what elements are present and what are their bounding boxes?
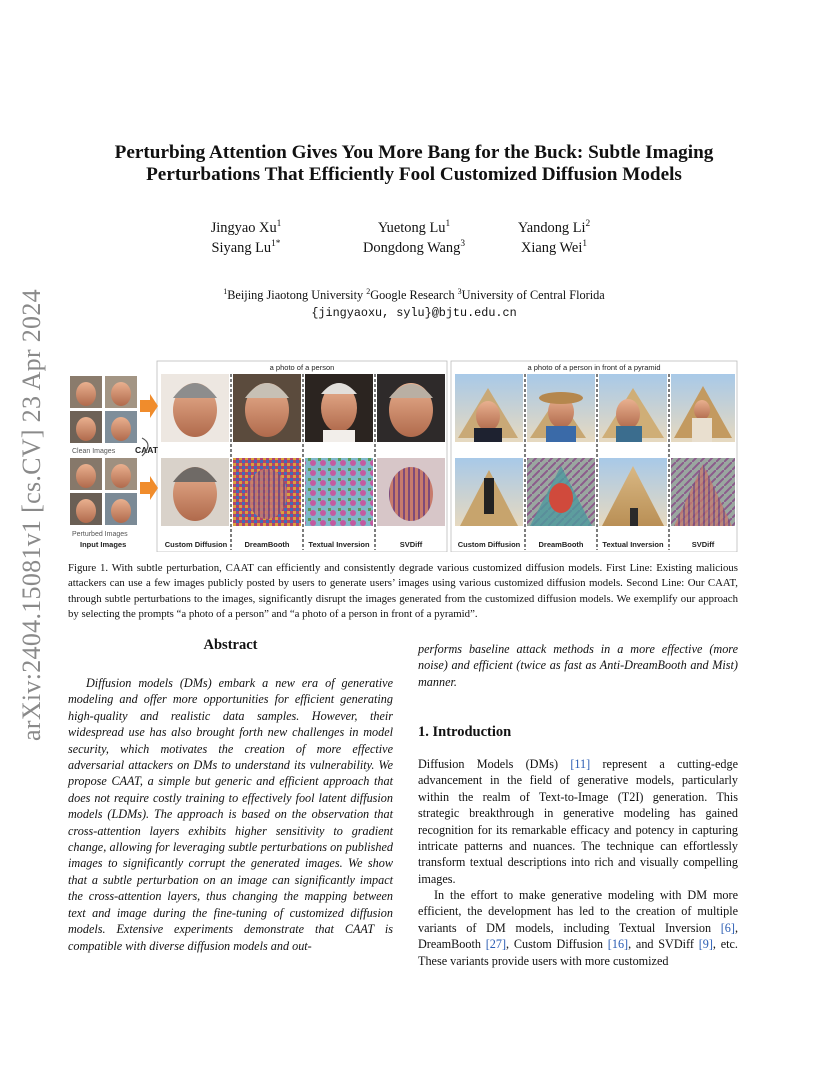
- method-label: Textual Inversion: [308, 540, 370, 549]
- citation-link[interactable]: [11]: [570, 757, 591, 771]
- affiliation-line: $^1$Beijing Jiaotong University $^2$Google Research $^3$University of Central Florida: [223, 286, 605, 302]
- author-6: Xiang Wei$^1$: [521, 239, 587, 256]
- right-bottom-row: [455, 458, 735, 526]
- prompt-left: a photo of a person: [269, 363, 335, 372]
- citation-link[interactable]: [27]: [485, 937, 507, 952]
- title-line-2: Perturbations That Efficiently Fool Customized Diffusion Models: [146, 164, 682, 185]
- author-4: Siyang $Lu^{1*}$: [211, 239, 281, 256]
- right-top-row: [455, 374, 735, 442]
- input-images-label: Input Images: [80, 540, 127, 549]
- author-5: Dongdong Wang$^3$: [363, 239, 465, 256]
- citation-link[interactable]: [6]: [720, 920, 735, 935]
- method-label: Custom Diffusion: [164, 540, 228, 549]
- method-label: SVDiff: [691, 540, 715, 549]
- method-label: DreamBooth: [244, 540, 290, 549]
- author-1: Jingyao Xu$^1$: [210, 219, 282, 236]
- figure-1: [68, 358, 738, 552]
- perturbed-input-images: [70, 458, 137, 525]
- prompt-right: a photo of a person in front of a pyramid: [527, 363, 661, 372]
- method-label: Textual Inversion: [602, 540, 664, 549]
- paper-title: [60, 142, 768, 186]
- intro-paragraph-1: Diffusion Models (DMs) [11] represent a cutting-edge advancement in the field of generative models, particularly within the realm of Text-to-Image (T2I) generation. This strategic breakthrough in generative modeling has gained recognition for its remarkable efficacy and potency in capturing intricate patterns and nuances. The technique can effortlessly transform textual descriptions into rich and visually compelling images.: [418, 757, 738, 886]
- section-heading-introduction: 1. Introduction: [418, 724, 512, 740]
- author-3: Yandong Li$^2$: [517, 219, 591, 236]
- title-line-1: Perturbing Attention Gives You More Bang for the Buck: Subtle Imaging: [114, 142, 714, 163]
- abstract-heading: Abstract: [203, 637, 258, 653]
- clean-images-label: Clean Images: [72, 448, 116, 455]
- citation-link[interactable]: [9]: [698, 937, 713, 952]
- contact-email: {jingyaoxu, sylu}@bjtu.edu.cn: [311, 306, 517, 320]
- abstract-continued: performs baseline attack methods in a more effective (more noise) and efficient (twice as fast as Anti-DreamBooth and Mist) manner.: [418, 642, 738, 689]
- caat-label: CAAT: [135, 445, 158, 455]
- arxiv-stamp: arXiv:2404.15081v1 [cs.CV] 23 Apr 2024: [17, 289, 46, 741]
- figure-1-graphic: [68, 358, 738, 552]
- method-label: SVDiff: [399, 540, 423, 549]
- perturbed-images-label: Perturbed Images: [72, 531, 128, 538]
- abstract-text: Diffusion models (DMs) embark a new era of generative modeling and offer more opportunities for efficient generating high-quality and realistic data samples. However, their widespread use has also brought forth new challenges in model security, which motivates the creation of more effective adversarial attackers on DMs to understand its vulnerability. We propose CAAT, a simple but generic and efficient approach that does not require costly training to effectively fool latent diffusion models (LDMs). The approach is based on the observation that cross-attention layers exhibits higher sensitivity to gradient change, allowing for leveraging subtle perturbations on published images to significantly corrupt the generated images. We show that a subtle perturbation on an image can significantly impact the cross-attention layers, thus changing the mapping between text and image during the fine-tuning of customized diffusion models. Extensive experiments demonstrate that CAAT is compatible with diverse diffusion models and out-: [68, 676, 393, 953]
- method-label: DreamBooth: [538, 540, 584, 549]
- author-2: Yuetong Lu$^1$: [377, 219, 451, 236]
- figure-caption: Figure 1. With subtle perturbation, CAAT can efficiently and consistently degrade various customized diffusion models. First Line: Existing malicious attackers can use a few images publicly posted by users to generate users’ images using various customized diffusion models. Second Line: Our CAAT, through subtle perturbations to the images, significantly disrupt the images generated from the customized diffusion models. We exemplify our approach by selecting the prompts “a photo of a person” and “a photo of a person in front of a pyramid”.: [68, 562, 738, 621]
- intro-paragraph-2: In the effort to make generative modeling with DM more efficient, the development has led to the creation of multiple variants of DM models, including Textual Inversion [6], DreamBooth [27], Custom Diffusion [16], and SVDiff [9], etc. These variants provide users with more customized: [418, 888, 738, 968]
- arrow-perturbed-icon: [140, 476, 158, 500]
- arrow-clean-icon: [140, 394, 158, 418]
- affiliations: [0, 286, 828, 322]
- clean-input-images: [70, 376, 137, 443]
- method-label: Custom Diffusion: [457, 540, 521, 549]
- method-labels: [165, 540, 715, 549]
- citation-link[interactable]: [16]: [607, 937, 629, 952]
